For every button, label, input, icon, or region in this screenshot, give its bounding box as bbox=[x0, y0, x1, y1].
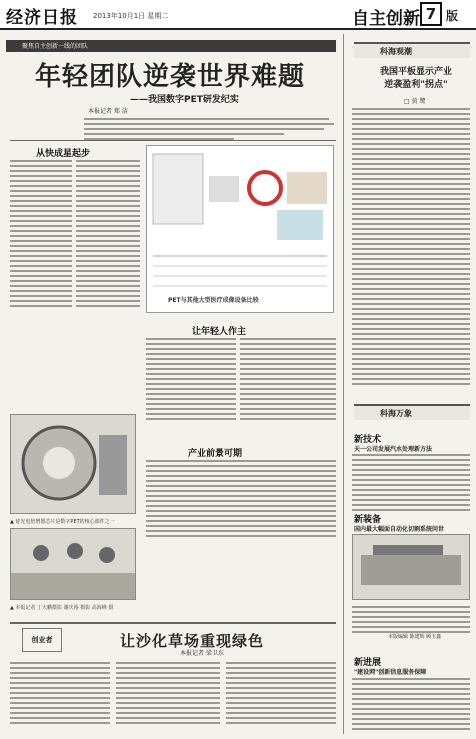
news-box-header bbox=[354, 404, 470, 420]
section-heading-2: 让年轻人作主 bbox=[192, 327, 247, 337]
news-3-text bbox=[352, 678, 470, 733]
photo-caption-1: ▲ 硅光电倍增器芯片是数字PET的核心部件之一 bbox=[10, 519, 115, 525]
story-tag: 聚焦自主创新一线的团队 bbox=[22, 43, 89, 50]
news-2-text bbox=[352, 606, 470, 636]
page-number: 7 bbox=[420, 2, 442, 26]
news-1-text bbox=[352, 454, 470, 514]
news-item-3: "建设网"创新信息服务保障 bbox=[354, 669, 427, 676]
newspaper-logo: 经济日报 bbox=[6, 8, 78, 28]
sidebar-label: 创业者 bbox=[22, 628, 62, 652]
news-title-2: 新装备 bbox=[354, 515, 382, 525]
pet-comparison-figure bbox=[146, 145, 334, 313]
col5-text bbox=[146, 460, 336, 540]
scanner-photo bbox=[10, 414, 136, 514]
section-heading-1: 从快成星起步 bbox=[36, 149, 91, 159]
col1-text bbox=[10, 160, 72, 310]
news-item-2: 国内最大幅面自动化切割系统问世 bbox=[354, 526, 445, 533]
right-column-label: 科海观潮 bbox=[380, 47, 412, 56]
section-heading-3: 产业前景可期 bbox=[188, 449, 243, 459]
col3-text bbox=[146, 338, 236, 423]
editor-credit: 本版编辑 陈建辉 顾玉鑫 bbox=[388, 634, 442, 640]
issue-date: 2013年10月1日 星期二 bbox=[93, 12, 169, 20]
right-headline bbox=[364, 66, 468, 92]
bottom-byline: 本报记者 梁卫东 bbox=[180, 650, 224, 657]
right-text bbox=[352, 108, 470, 388]
right-headline-line1: 我国平板显示产业 bbox=[379, 67, 452, 77]
photo-caption-2: ▲ 本报记者 丁大鹏摄影 谢庆裕 摄影 高海峰 摄 bbox=[10, 605, 114, 611]
news-item-1: 天一公司发展汽水处理新方法 bbox=[354, 446, 433, 453]
right-byline: □ 黄 鹭 bbox=[404, 98, 426, 105]
news-title-3: 新进展 bbox=[354, 658, 382, 668]
section-title: 自主创新 bbox=[352, 9, 420, 29]
bottom-col3 bbox=[226, 662, 336, 727]
figure-title: PET与其他大型医疗成像设备比较 bbox=[168, 297, 259, 304]
right-column-header bbox=[354, 42, 470, 58]
main-byline: 本报记者 郑 洁 bbox=[88, 108, 128, 115]
col4-text bbox=[240, 338, 336, 423]
page-suffix: 版 bbox=[446, 9, 459, 23]
column-separator bbox=[343, 34, 344, 734]
cutting-system-photo bbox=[352, 534, 470, 600]
right-headline-line2: 逆袭盈利"拐点" bbox=[384, 80, 448, 90]
bottom-divider bbox=[10, 622, 336, 624]
bottom-col2 bbox=[116, 662, 220, 727]
bottom-headline: 让沙化草场重现绿色 bbox=[120, 632, 265, 650]
col2-text bbox=[76, 160, 140, 310]
divider bbox=[10, 140, 336, 141]
news-box-label: 科海万象 bbox=[380, 409, 412, 418]
main-headline: 年轻团队逆袭世界难题 bbox=[34, 62, 305, 92]
team-photo bbox=[10, 528, 136, 600]
news-title-1: 新技术 bbox=[354, 435, 382, 445]
bottom-col1 bbox=[10, 662, 110, 727]
main-subhead: ——我国数字PET研发纪实 bbox=[130, 95, 239, 105]
